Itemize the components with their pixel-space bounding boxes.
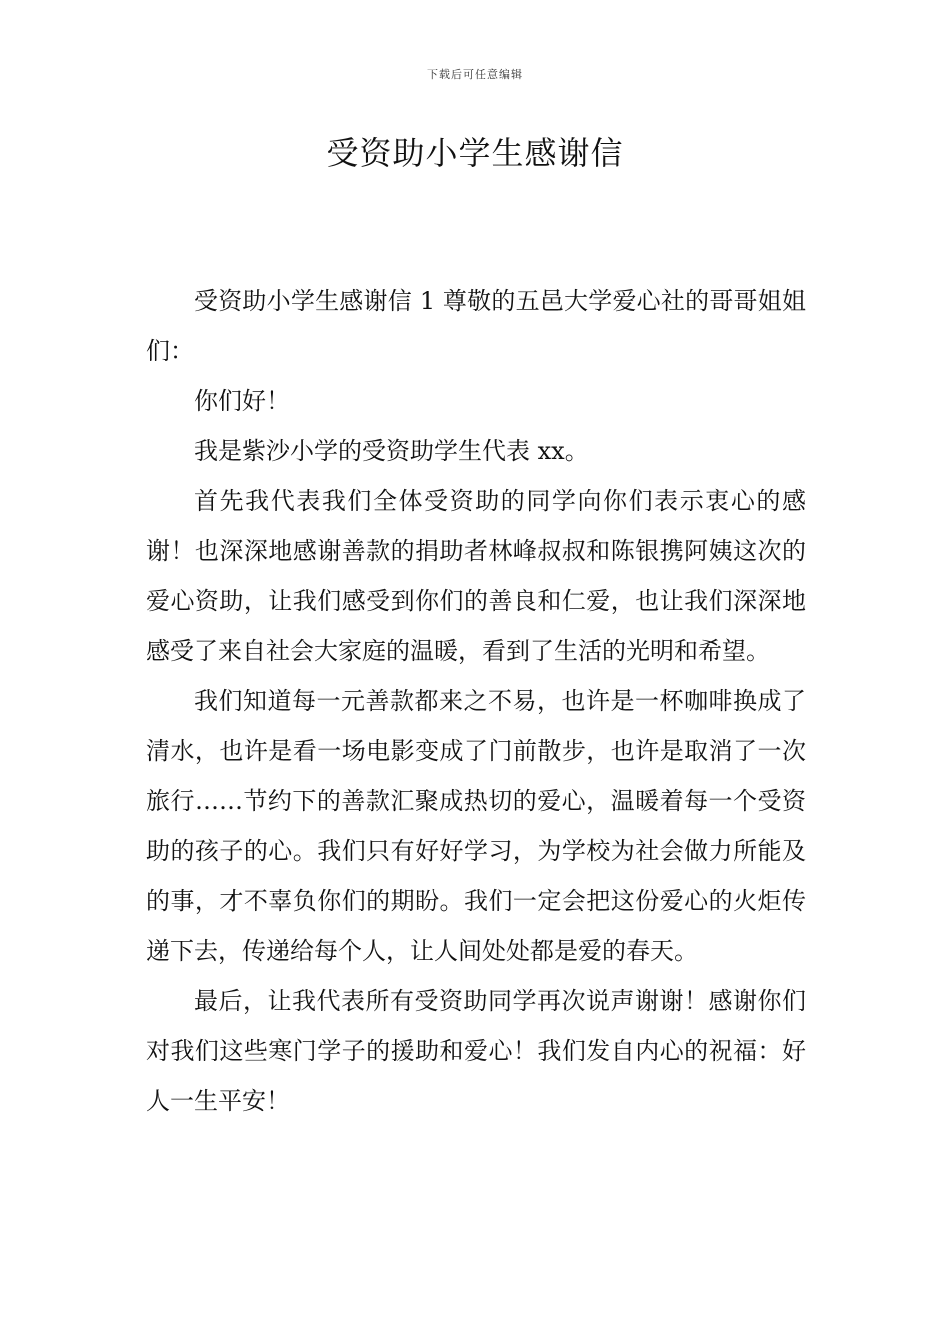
paragraph-hello: 你们好！ [194,387,290,415]
paragraph-donation: 我们知道每一元善款都来之不易，也许是一杯咖啡换成了清水，也许是看一场电影变成了门前散步，也许是取消了一次旅行……节约下的善款汇聚成热切的爱心，温暖着每一个受资助的孩子的心。我们只有好好学习，为学校为社会做力所能及的事，才不辜负你们的期盼。我们一定会把这份爱心的火炬传递下去，传递给每个人，让人间处处都是爱的春天。 [146,687,806,965]
paragraph-thanks: 首先我代表我们全体受资助的同学向你们表示衷心的感谢！也深深地感谢善款的捐助者林峰叔叔和陈银携阿姨这次的爱心资助，让我们感受到你们的善良和仁爱，也让我们深深地感受了来自社会大家庭的温暖，看到了生活的光明和希望。 [146,487,806,665]
header-note: 下载后可任意编辑 [427,68,523,81]
paragraph-greeting: 受资助小学生感谢信 1 尊敬的五邑大学爱心社的哥哥姐姐们： [146,287,806,365]
paragraph-closing: 最后，让我代表所有受资助同学再次说声谢谢！感谢你们对我们这些寒门学子的援助和爱心！我们发自内心的祝福：好人一生平安！ [146,987,806,1115]
letter-body [146,276,806,1126]
page-title: 受资助小学生感谢信 [326,134,624,172]
paragraph-intro: 我是紫沙小学的受资助学生代表 xx。 [194,437,589,465]
